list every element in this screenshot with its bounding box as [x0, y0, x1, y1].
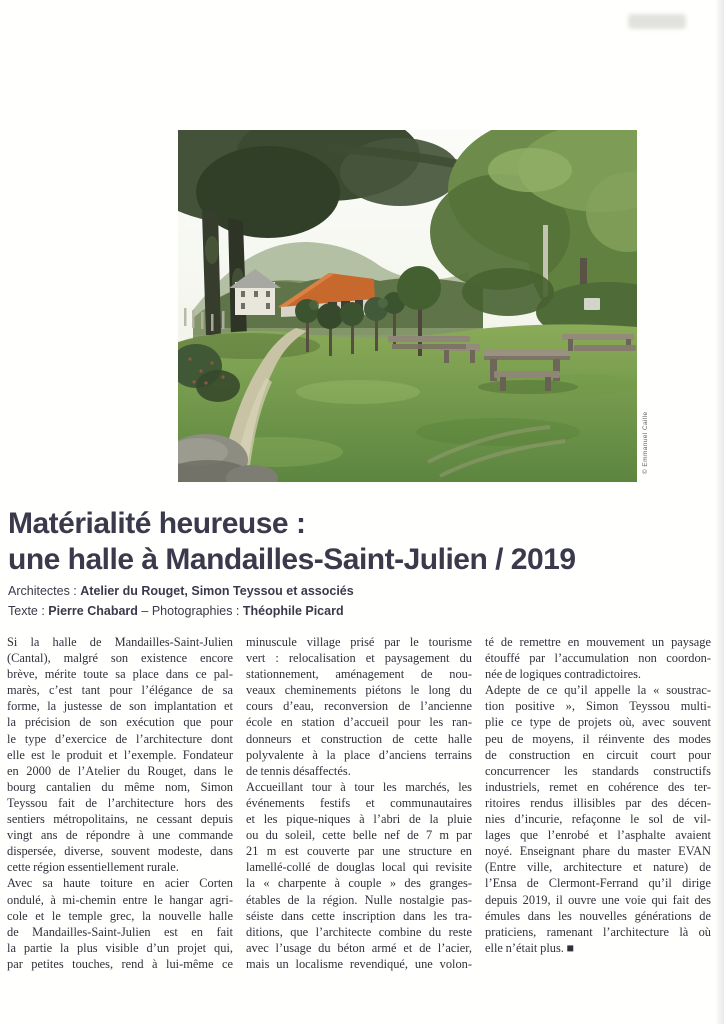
landscape-photo-illustration	[178, 130, 637, 482]
body-line: ou du soleil, cette belle nef de 7 m par	[246, 828, 472, 843]
body-line: l’Ensa de Clermont-Ferrand qu’il dirige	[485, 876, 711, 891]
body-line: lages que l’enrobé et l’asphalte avaient	[485, 828, 711, 843]
body-line: noyé. Enseignant phare du master EVAN	[485, 844, 711, 859]
body-line: peu de moyens, il réinvente des modes	[485, 731, 711, 746]
article-body	[7, 634, 711, 972]
body-line: et les pique-niques à l’abri de la pluie	[246, 812, 472, 827]
body-line: forme, la justesse de son implantation et	[7, 699, 233, 714]
body-line: école en station d’accueil pour les ran-	[246, 715, 472, 730]
body-line: Adepte de ce qu’il appelle la « soustrac-	[485, 683, 711, 698]
body-line: depuis 2019, il ouvre une voie qui fait des	[485, 892, 711, 907]
body-line: avec l’usage du béton armé et de l’acier,	[246, 940, 472, 955]
body-line: sentiers métropolitains, ne cessant depuis	[7, 812, 233, 827]
credit-line-text-photo	[8, 601, 708, 621]
body-line: la « charpente à couple » des granges-	[246, 876, 472, 891]
photo-credit: © Emmanuel Caille	[642, 411, 649, 474]
credit-segment: Photographies :	[151, 604, 243, 618]
body-line: minuscule village prisé par le tourisme	[246, 635, 472, 649]
body-line: cours d’eau, reconversion de l’ancienne	[246, 699, 472, 714]
article-column-2	[246, 634, 472, 972]
body-line: lamellé-collé de douglas local qui revisite	[246, 860, 472, 875]
landscape-photo	[178, 130, 637, 482]
body-line: mais un localisme revendiqué, une volon-	[246, 956, 472, 971]
body-line: plie ce type de projets où, avec souvent	[485, 715, 711, 730]
body-line: Accueillant tour à tour les marchés, les	[246, 779, 472, 794]
body-line: bourg cantalien du même nom, Simon	[7, 779, 233, 794]
body-line: dispersée, diverse, souvent modeste, dans	[7, 844, 233, 859]
body-line: 21 m est couverte par une structure en	[246, 844, 472, 859]
body-line: par petites touches, rend à lui-même ce	[7, 956, 233, 971]
credit-segment: Architectes :	[8, 584, 81, 598]
article-column-1	[7, 634, 233, 972]
body-line: cette région essentiellement rurale.	[7, 860, 179, 875]
body-line: polyvalente à la place d’anciens terrains	[246, 747, 472, 762]
body-line: brève, mérite toute sa place dans ce pal-	[7, 667, 233, 682]
article-title-line2: une halle à Mandailles-Saint-Julien / 2019	[8, 543, 576, 576]
body-line: (Entre ville, architecture et nature) de	[485, 860, 711, 875]
body-line: veaux cheminements piétons le long du	[246, 683, 472, 698]
credit-segment: Texte :	[8, 604, 49, 618]
body-line: Teyssou fait de l’architecture hors des	[7, 795, 233, 810]
body-line: de construction en circuit court pour	[485, 747, 711, 762]
body-line: cole et le temple grec, la nouvelle halle	[7, 908, 233, 923]
scan-edge-shading	[715, 0, 724, 1024]
credit-segment: Pierre Chabard	[48, 604, 138, 618]
body-line: ditions, que l’architecte combine du reste	[246, 924, 472, 939]
body-line: industriels, remet en cohérence des ter-	[485, 779, 711, 794]
credit-segment: Atelier du Rouget, Simon Teyssou et associés	[80, 584, 354, 598]
body-line: Avec sa haute toiture en acier Corten	[7, 876, 233, 891]
body-line: en 2000 de l’Atelier du Rouget, dans le	[7, 763, 233, 778]
body-line: vert : relocalisation et paysagement du	[246, 651, 472, 666]
article-column-3	[485, 634, 711, 972]
body-line: la partie la plus visible d’un projet qui,	[7, 940, 233, 955]
article-header	[8, 506, 708, 578]
body-line: née de logiques contradictoires.	[485, 667, 641, 682]
body-line: (Cantal), malgré son existence encore	[7, 651, 233, 666]
body-line: événements festifs et communautaires	[246, 795, 472, 810]
credit-segment: Théophile Picard	[242, 604, 344, 618]
body-line: vingt ans de répondre à une commande	[7, 828, 233, 843]
body-line: praticiens, ramenant l’architecture là où	[485, 924, 711, 939]
body-line: le type d’exercice de l’architecture dont	[7, 731, 233, 746]
body-line: de tennis désaffectés.	[246, 763, 351, 778]
body-line: stationnement, aménagement de nou-	[246, 667, 472, 682]
body-line: émules dans les nouvelles générations de	[485, 908, 711, 923]
body-line: marès, c’est tant pour l’élégance de sa	[7, 683, 233, 698]
body-line: ritoires rendus illisibles par des décen-	[485, 795, 711, 810]
body-line: elle est le produit et l’exemple. Fondateur	[7, 747, 233, 762]
body-line: Si la halle de Mandailles-Saint-Julien	[7, 635, 233, 649]
article-title-line1: Matérialité heureuse :	[8, 507, 306, 540]
credit-segment: –	[137, 604, 152, 618]
body-line: étouffé par l’accumulation non coordon-	[485, 651, 711, 666]
body-line: concurrencer les standards constructifs	[485, 763, 711, 778]
credit-line-architects	[8, 581, 708, 601]
body-line: té de remettre en mouvement un paysage	[485, 635, 711, 649]
article-credits	[8, 581, 708, 621]
body-line: tion positive », Simon Teyssou multi-	[485, 699, 711, 714]
body-line: nies d’incurie, refaçonne le sol de vil-	[485, 812, 711, 827]
body-line: séiste dans cette inscription dans les tra-	[246, 908, 472, 923]
body-line: la précision de son exécution que pour	[7, 715, 233, 730]
body-line: de Mandailles-Saint-Julien est en fait	[7, 924, 233, 939]
body-line: ondulé, à mi-chemin entre le hangar agri-	[7, 892, 233, 907]
body-line: étables de la région. Nulle nostalgie pas-	[246, 892, 472, 907]
scan-artifact	[628, 14, 686, 29]
body-line: donneurs et construction de cette halle	[246, 731, 472, 746]
body-line: elle n’était plus. ■	[485, 940, 575, 955]
